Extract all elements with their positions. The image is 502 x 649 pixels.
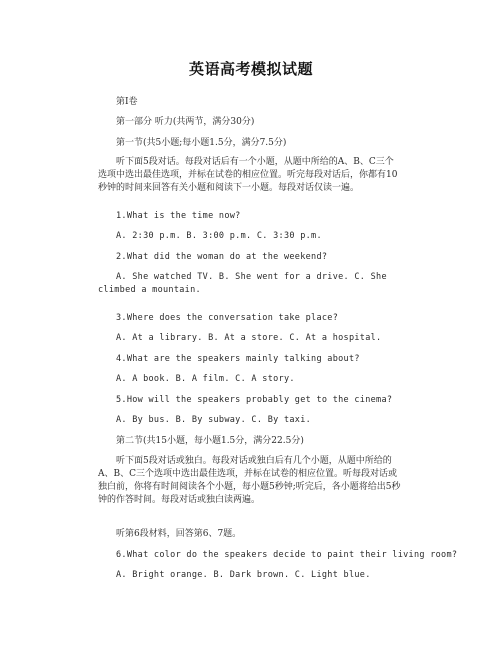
- question-5-options: A. By bus. B. By subway. C. By taxi.: [116, 415, 312, 425]
- part-heading: 第一部分 听力(共两节，满分30分): [116, 117, 255, 127]
- question-1: 1.What is the time now?: [116, 211, 241, 221]
- question-3: 3.Where does the conversation take place?: [116, 313, 339, 323]
- question-5: 5.How will the speakers probably get to the cinema?: [116, 395, 393, 405]
- question-1-options: A. 2:30 p.m. B. 3:00 p.m. C. 3:30 p.m.: [116, 231, 322, 241]
- question-4: 4.What are the speakers mainly talking about?: [116, 354, 360, 364]
- question-3-options: A. At a library. B. At a store. C. At a hospital.: [116, 333, 382, 343]
- question-6-options: A. Bright orange. B. Dark brown. C. Light blue.: [116, 570, 371, 580]
- question-4-options: A. A book. B. A film. C. A story.: [116, 374, 295, 384]
- material-note: 听第6段材料，回答第6、7题。: [116, 529, 242, 539]
- section1-heading: 第一节(共5小题;每小题1.5分，满分7.5分): [116, 138, 287, 148]
- question-6: 6.What color do the speakers decide to paint their living room?: [116, 550, 458, 560]
- section1-instructions: 听下面5段对话。每段对话后有一个小题，从题中所给的A、B、C三个选项中选出最佳选项，并标在试卷的相应位置。听完每段对话后，你都有10秒钟的时间来回答有关小题和阅读下一小题。每段对话仅读一遍。: [98, 157, 398, 193]
- question-2-options: A. She watched TV. B. She went for a drive. C. She climbed a mountain.: [98, 272, 387, 295]
- document-title: 英语高考模拟试题: [188, 60, 313, 78]
- question-2: 2.What did the woman do at the weekend?: [116, 252, 328, 262]
- volume-label: 第I卷: [116, 97, 138, 107]
- section2-heading: 第二节(共15小题，每小题1.5分，满分22.5分): [116, 436, 304, 446]
- section2-instructions: 听下面5段对话或独白。每段对话或独白后有几个小题，从题中所给的A、B、C三个选项中选出最佳选项，并标在试卷的相应位置。听每段对话或独白前，你将有时间阅读各个小题，每小题5秒钟;听完后，各小题将给出5秒钟的作答时间。每段对话或独白读两遍。: [98, 456, 401, 505]
